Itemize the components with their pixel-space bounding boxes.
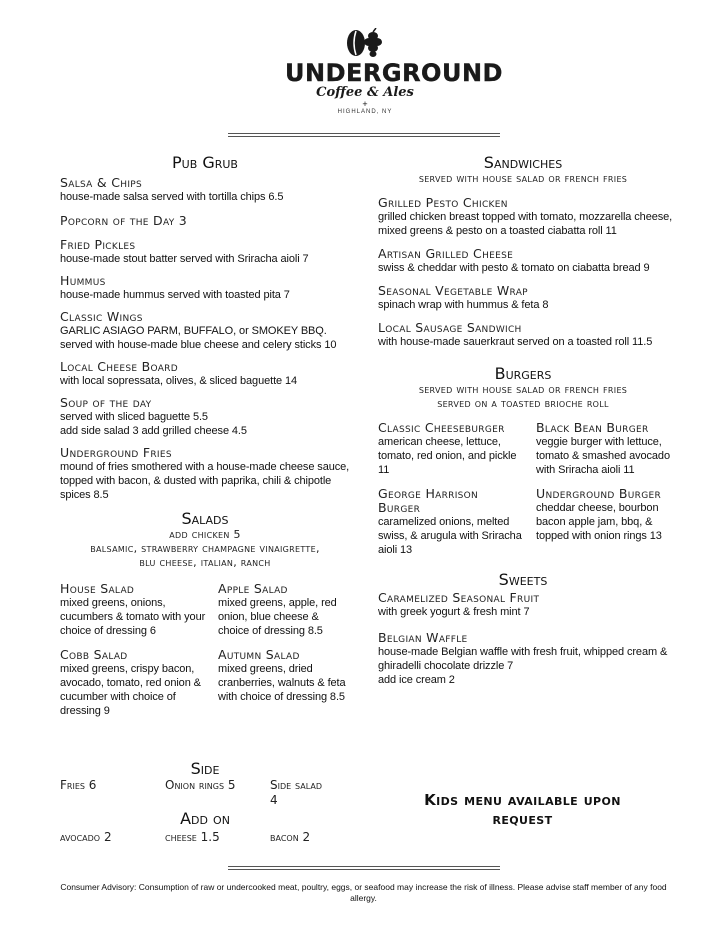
top-divider [228, 133, 500, 134]
salads-dressings: balsamic, strawberry champagne vinaigrette, [90, 542, 320, 555]
item-name: Local Cheese Board [60, 359, 178, 374]
add-on-cheese: cheese 1.5 [165, 830, 220, 844]
add-on-title: Add on [180, 809, 230, 828]
menu-item [60, 446, 350, 502]
item-name: Grilled Pesto Chicken [378, 195, 508, 210]
side-title: Side [190, 759, 220, 778]
menu-item [378, 487, 536, 557]
sandwiches-title: Sandwiches [483, 153, 563, 172]
add-on-avocado: avocado 2 [60, 830, 112, 844]
salads-note: add chicken 5 [169, 528, 241, 541]
item-name: Underground Fries [60, 445, 172, 460]
item-desc: served with sliced baguette 5.5 [60, 411, 208, 423]
item-name: Autumn Salad [218, 647, 300, 662]
brand-subtitle: Coffee & Ales [316, 85, 414, 100]
logo [285, 28, 503, 128]
item-name: Seasonal Vegetable Wrap [378, 283, 528, 298]
item-name: Apple Salad [218, 581, 288, 596]
item-desc: house-made stout batter served with Sriracha aioli 7 [60, 253, 309, 265]
item-name: Local Sausage Sandwich [378, 320, 522, 335]
item-desc: swiss & cheddar with pesto & tomato on ciabatta bread 9 [378, 262, 650, 274]
item-name: Artisan Grilled Cheese [378, 246, 514, 261]
consumer-advisory: Consumer Advisory: Consumption of raw or undercooked meat, poultry, eggs, or seafood may increase the risk of illness. Please advise staff member of any food allergy. [60, 882, 667, 903]
side-grid [60, 778, 360, 808]
item-name: Black Bean Burger [536, 420, 649, 435]
menu-item [378, 196, 678, 238]
brand-location: HIGHLAND, NY [337, 109, 393, 115]
item-name: Belgian Waffle [378, 630, 468, 645]
side-item-onion-rings: Onion rings 5 [165, 778, 236, 792]
item-desc: mixed greens, dried cranberries, walnuts & feta with choice of dressing 8.5 [218, 663, 346, 703]
item-extra: add ice cream 2 [378, 674, 455, 686]
item-desc: with greek yogurt & fresh mint 7 [378, 606, 530, 618]
item-desc: american cheese, lettuce, tomato, red onion, and pickle 11 [378, 436, 517, 476]
add-on-bacon: bacon 2 [270, 830, 311, 844]
salads-title: Salads [181, 509, 229, 528]
burgers-note-2: served on a toasted brioche roll [437, 397, 609, 410]
cross-icon: + [362, 99, 368, 109]
item-desc: with local sopressata, olives, & sliced baguette 14 [60, 375, 298, 387]
item-desc: veggie burger with lettuce, tomato & smashed avocado with Sriracha aioli 11 [536, 436, 670, 476]
salad-grid [60, 582, 350, 718]
kids-menu-notice: Kids menu available upon request [424, 791, 621, 828]
item-name: Cobb Salad [60, 647, 128, 662]
menu-item [378, 631, 678, 687]
menu-item [378, 321, 678, 349]
item-desc: house-made salsa served with tortilla chips 6.5 [60, 191, 284, 203]
item-name: Caramelized Seasonal Fruit [378, 590, 540, 605]
menu-item [60, 582, 218, 638]
sandwiches-note: served with house salad or french fries [418, 172, 628, 185]
item-name: Hummus [60, 273, 106, 288]
item-name: Soup of the day [60, 395, 152, 410]
menu-item [536, 487, 678, 557]
menu-item [218, 648, 348, 718]
menu-item [60, 176, 350, 204]
menu-item [60, 274, 350, 302]
item-name: George Harrison Burger [378, 486, 479, 515]
bottom-divider [228, 866, 500, 867]
salads-dressings-2: blu cheese, italian, ranch [139, 556, 271, 569]
item-name: Classic Wings [60, 309, 143, 324]
menu-item [60, 360, 350, 388]
item-desc: spinach wrap with hummus & feta 8 [378, 299, 549, 311]
item-desc: mixed greens, crispy bacon, avocado, tomato, red onion & cucumber with choice of dressing 9 [60, 663, 201, 717]
right-column [378, 154, 678, 687]
pub-grub-title: Pub Grub [172, 153, 238, 172]
menu-item [60, 238, 350, 266]
item-desc: caramelized onions, melted swiss, & arugula with Sriracha aioli 13 [378, 516, 522, 556]
bottom-divider-2 [228, 869, 500, 870]
brand-name: UNDERGROUND [285, 59, 503, 87]
sweets-title: Sweets [498, 570, 548, 589]
item-desc: mound of fries smothered with a house-made cheese sauce, topped with bacon, & dusted with paprika, chili & chipotle spices 8.5 [60, 461, 350, 501]
item-desc: GARLIC ASIAGO PARM, BUFFALO, or SMOKEY BBQ. served with house-made blue cheese and celery sticks 10 [60, 325, 337, 351]
menu-item [378, 421, 536, 477]
item-name: Popcorn of the Day 3 [60, 213, 188, 228]
side-item-fries: Fries 6 [60, 778, 97, 792]
add-on-grid [60, 830, 360, 845]
item-name: Classic Cheeseburger [378, 420, 505, 435]
item-name: Underground Burger [536, 486, 662, 501]
menu-item [378, 284, 678, 312]
menu-item [378, 247, 678, 275]
item-name: House Salad [60, 581, 135, 596]
coffee-bean-hop-icon [340, 28, 390, 58]
side-item-side-salad: Side salad 4 [270, 778, 322, 807]
item-desc: house-made Belgian waffle with fresh fruit, whipped cream & ghiradelli chocolate drizzle 7 [378, 646, 668, 672]
top-divider-2 [228, 136, 500, 137]
item-desc: with house-made sauerkraut served on a toasted roll 11.5 [378, 336, 653, 348]
side-section [60, 760, 360, 845]
item-desc: mixed greens, apple, red onion, blue cheese & choice of dressing 8.5 [218, 597, 337, 637]
item-desc: house-made hummus served with toasted pita 7 [60, 289, 290, 301]
menu-item [60, 396, 350, 438]
item-name: Fried Pickles [60, 237, 136, 252]
burger-grid [378, 421, 678, 557]
item-desc: mixed greens, onions, cucumbers & tomato with your choice of dressing 6 [60, 597, 206, 637]
item-extra: add side salad 3 add grilled cheese 4.5 [60, 425, 247, 437]
menu-item [60, 214, 350, 228]
menu-item [218, 582, 348, 638]
item-desc: cheddar cheese, bourbon bacon apple jam, bbq, & topped with onion rings 13 [536, 502, 662, 542]
menu-item [60, 648, 218, 718]
menu-item [536, 421, 678, 477]
burgers-title: Burgers [494, 364, 552, 383]
item-desc: grilled chicken breast topped with tomato, mozzarella cheese, mixed greens & pesto on a toasted ciabatta roll 11 [378, 211, 673, 237]
item-name: Salsa & Chips [60, 175, 143, 190]
menu-item [378, 591, 678, 619]
left-column [60, 154, 350, 718]
burgers-note: served with house salad or french fries [418, 383, 628, 396]
menu-item [60, 310, 350, 352]
